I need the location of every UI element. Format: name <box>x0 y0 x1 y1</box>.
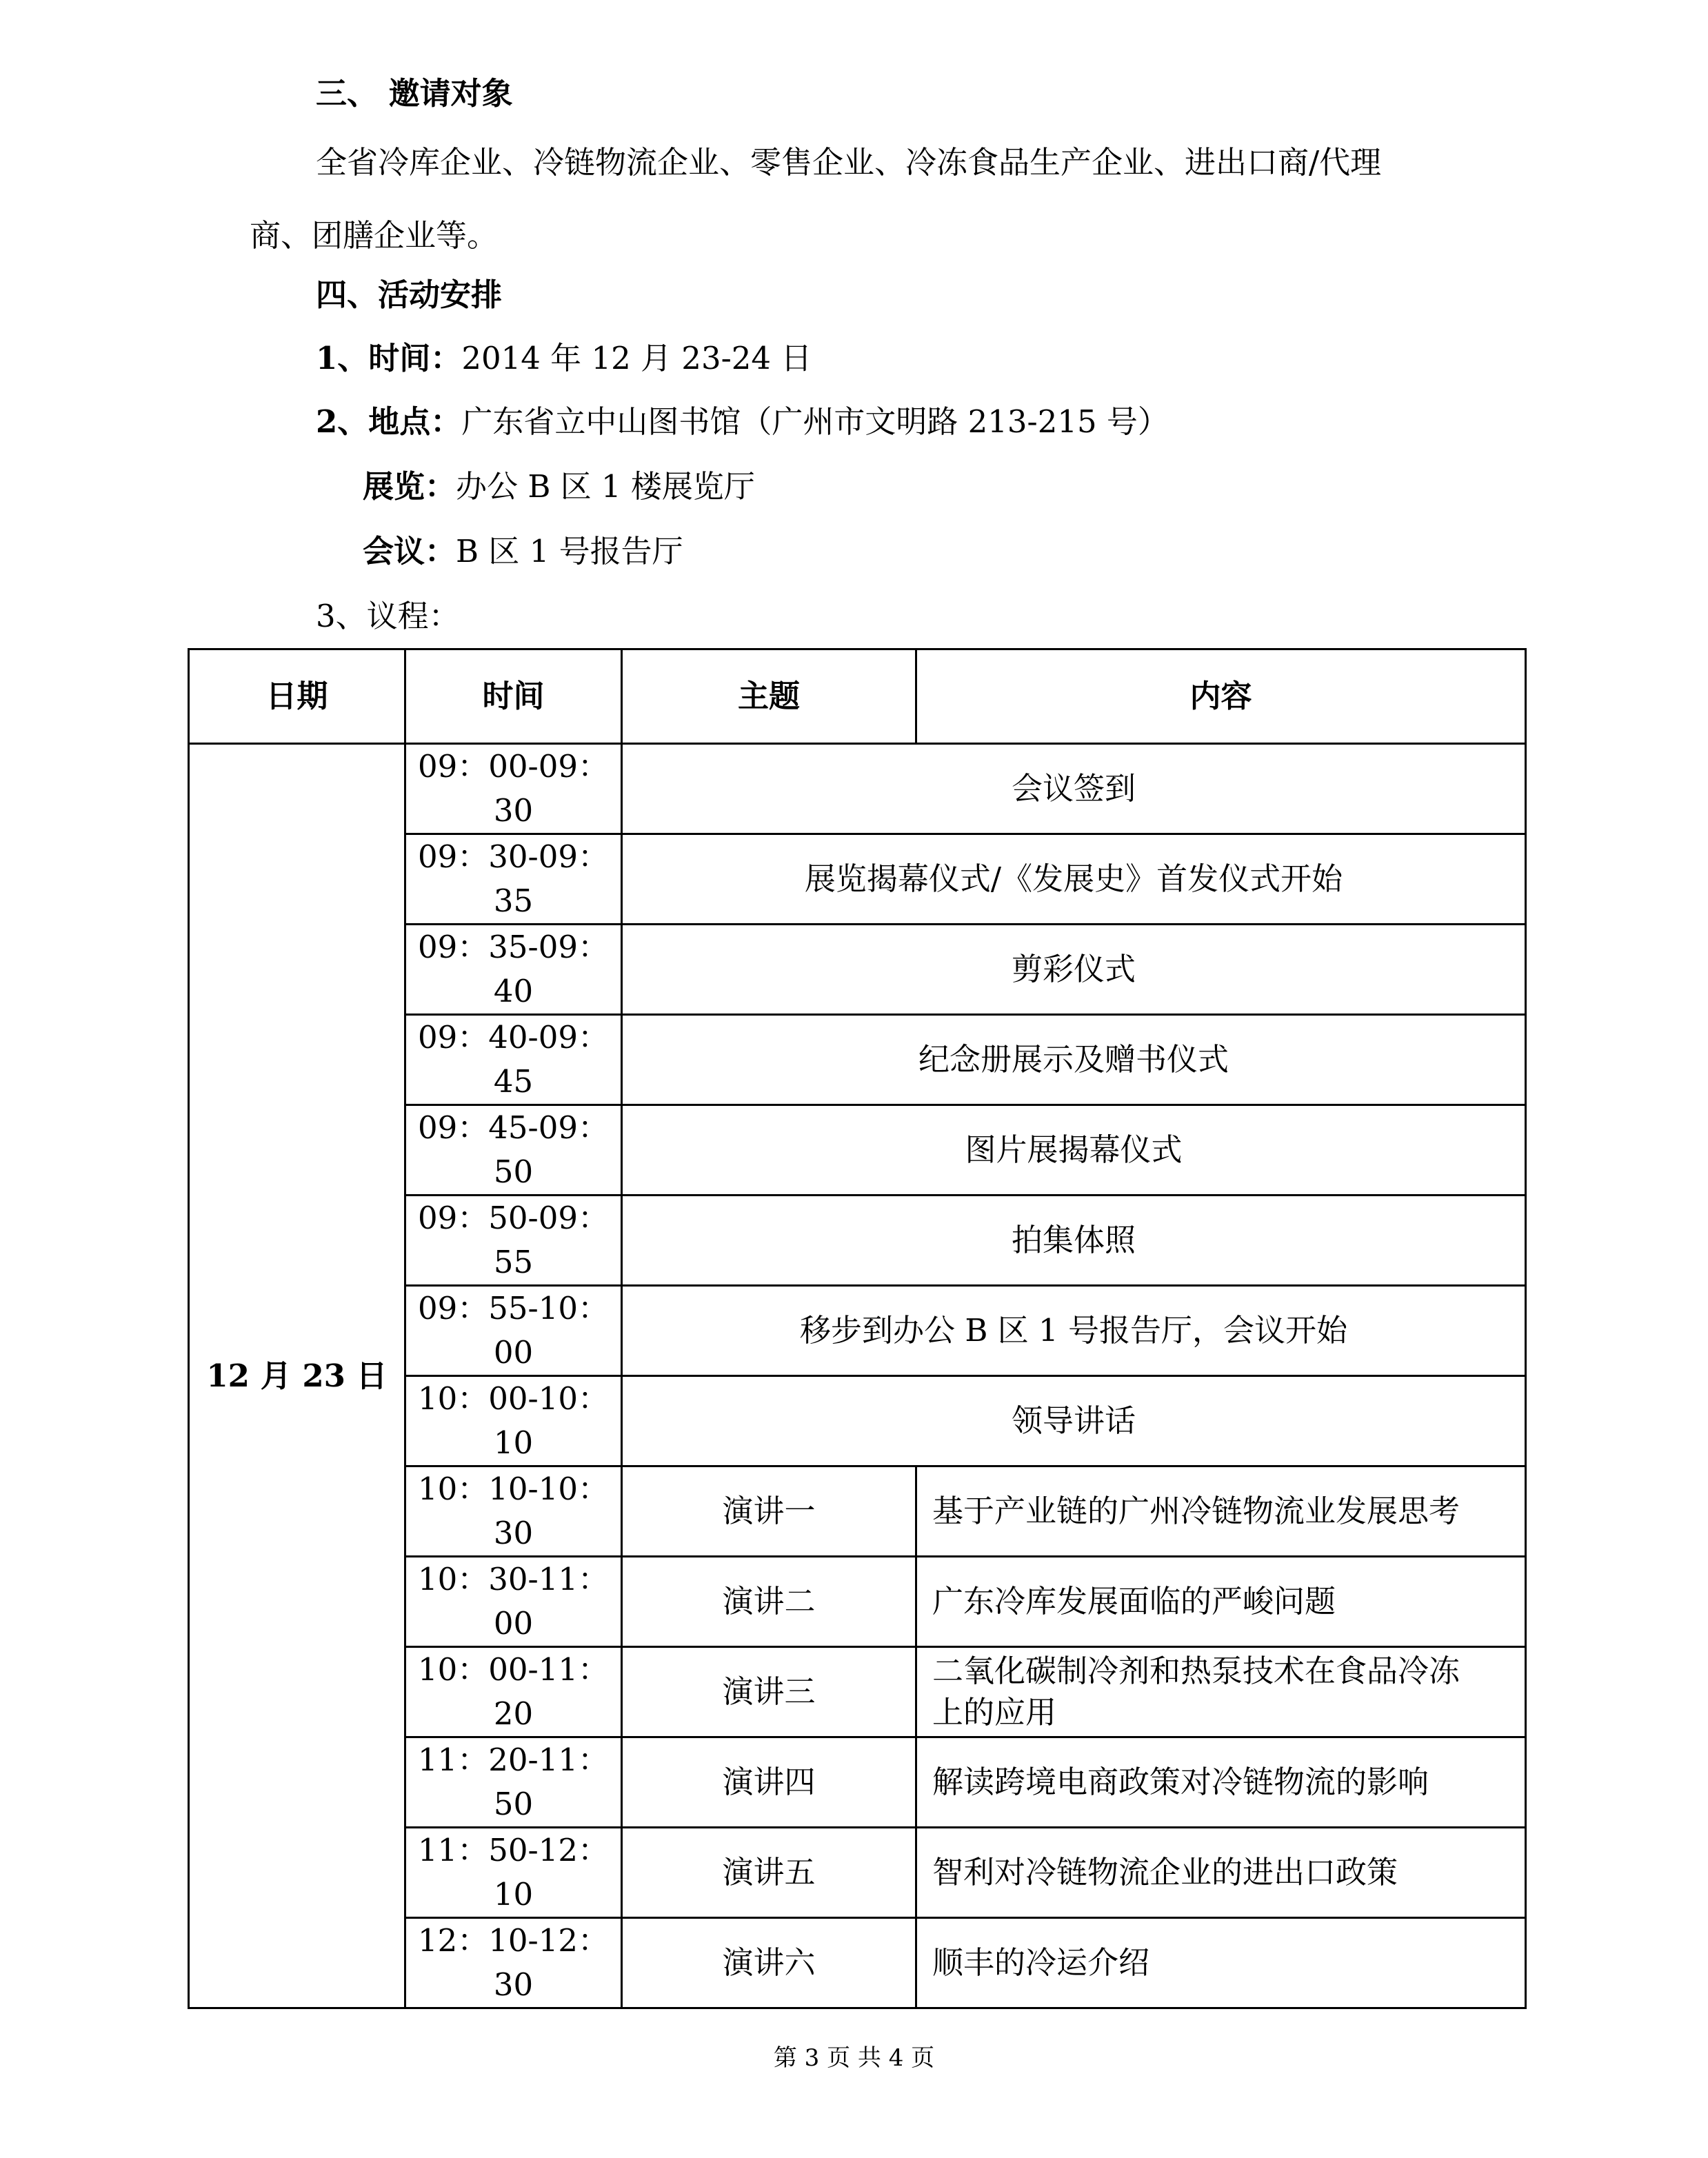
time-line <box>316 338 812 379</box>
time-cell <box>405 1105 622 1196</box>
time-start: 12：10-12： <box>418 1922 609 1959</box>
agenda-table <box>188 648 1527 2009</box>
time-cell <box>405 1286 622 1376</box>
time-end: 30 <box>493 1966 534 2003</box>
meeting-label: 会议： <box>363 533 456 569</box>
content-cell: 拍集体照 <box>622 1196 1526 1286</box>
header-date: 日期 <box>189 649 405 744</box>
time-start: 11：20-11： <box>418 1742 609 1778</box>
time-value: 2014 年 12 月 23-24 日 <box>461 340 812 376</box>
time-start: 09：30-09： <box>418 838 609 875</box>
topic-cell: 演讲二 <box>622 1557 916 1647</box>
time-cell <box>405 834 622 925</box>
time-cell <box>405 925 622 1015</box>
content-cell: 智利对冷链物流企业的进出口政策 <box>916 1828 1526 1918</box>
header-time: 时间 <box>405 649 622 744</box>
meeting-line <box>363 531 683 572</box>
time-start: 11：50-12： <box>418 1832 609 1868</box>
place-value: 广东省立中山图书馆（广州市文明路 213-215 号） <box>461 403 1169 440</box>
time-end: 00 <box>493 1605 534 1642</box>
time-cell <box>405 1466 622 1557</box>
content-cell: 图片展揭幕仪式 <box>622 1105 1526 1196</box>
topic-cell: 演讲三 <box>622 1647 916 1737</box>
time-cell <box>405 1557 622 1647</box>
time-start: 10：00-10： <box>418 1380 609 1417</box>
time-cell <box>405 744 622 834</box>
content-cell: 纪念册展示及赠书仪式 <box>622 1015 1526 1105</box>
place-line <box>316 401 1169 443</box>
exhibit-line <box>363 466 755 507</box>
time-end: 35 <box>493 883 534 919</box>
header-content: 内容 <box>916 649 1526 744</box>
meeting-value: B 区 1 号报告厅 <box>456 533 683 569</box>
time-start: 09：00-09： <box>418 748 609 785</box>
content-line2: 上的应用 <box>932 1694 1057 1731</box>
agenda-label-line <box>316 596 460 637</box>
exhibit-label: 展览： <box>363 468 456 505</box>
topic-cell: 演讲一 <box>622 1466 916 1557</box>
time-end: 45 <box>493 1063 534 1100</box>
time-cell <box>405 1196 622 1286</box>
content-cell: 顺丰的冷运介绍 <box>916 1918 1526 2008</box>
table-header-row <box>189 649 1526 744</box>
date-cell: 12 月 23 日 <box>189 744 405 2008</box>
time-start: 10：00-11： <box>418 1651 609 1688</box>
content-cell: 解读跨境电商政策对冷链物流的影响 <box>916 1737 1526 1828</box>
time-end: 20 <box>493 1695 534 1732</box>
time-end: 50 <box>493 1153 534 1190</box>
time-start: 09：55-10： <box>418 1290 609 1327</box>
topic-cell: 演讲六 <box>622 1918 916 2008</box>
time-end: 10 <box>493 1424 534 1461</box>
time-cell <box>405 1376 622 1466</box>
content-cell: 移步到办公 B 区 1 号报告厅，会议开始 <box>622 1286 1526 1376</box>
time-label: 1、时间： <box>316 340 462 376</box>
time-cell <box>405 1647 622 1737</box>
page-footer: 第 3 页 共 4 页 <box>773 2044 935 2072</box>
time-start: 09：40-09： <box>418 1019 609 1056</box>
time-cell <box>405 1918 622 2008</box>
content-cell: 广东冷库发展面临的严峻问题 <box>916 1557 1526 1647</box>
topic-cell: 演讲五 <box>622 1828 916 1918</box>
time-cell <box>405 1015 622 1105</box>
time-start: 10：30-11： <box>418 1561 609 1597</box>
time-cell <box>405 1828 622 1918</box>
exhibit-value: 办公 B 区 1 楼展览厅 <box>456 468 755 505</box>
time-start: 09：45-09： <box>418 1109 609 1146</box>
content-cell: 剪彩仪式 <box>622 925 1526 1015</box>
time-cell <box>405 1737 622 1828</box>
time-end: 40 <box>493 973 534 1009</box>
table-row <box>189 744 1526 834</box>
time-start: 09：35-09： <box>418 929 609 965</box>
content-line1: 二氧化碳制冷剂和热泵技术在食品冷冻 <box>932 1653 1460 1689</box>
section3-heading: 三、 邀请对象 <box>316 75 513 112</box>
content-cell <box>916 1647 1526 1737</box>
time-end: 10 <box>493 1876 534 1913</box>
section4-heading: 四、活动安排 <box>316 276 503 313</box>
place-label: 2、地点： <box>316 403 462 440</box>
content-cell: 会议签到 <box>622 744 1526 834</box>
time-end: 50 <box>493 1786 534 1822</box>
header-topic: 主题 <box>622 649 916 744</box>
time-start: 10：10-10： <box>418 1471 609 1507</box>
time-end: 30 <box>493 792 534 829</box>
time-start: 09：50-09： <box>418 1200 609 1236</box>
agenda-label: 3、议程： <box>316 598 460 634</box>
time-end: 55 <box>493 1244 534 1280</box>
content-cell: 领导讲话 <box>622 1376 1526 1466</box>
section3-body-line2: 商、团膳企业等。 <box>250 217 499 254</box>
section3-body-line1: 全省冷库企业、冷链物流企业、零售企业、冷冻食品生产企业、进出口商/代理 <box>316 144 1382 181</box>
topic-cell: 演讲四 <box>622 1737 916 1828</box>
content-cell: 基于产业链的广州冷链物流业发展思考 <box>916 1466 1526 1557</box>
time-end: 00 <box>493 1334 534 1371</box>
time-end: 30 <box>493 1515 534 1551</box>
content-cell: 展览揭幕仪式/《发展史》首发仪式开始 <box>622 834 1526 925</box>
